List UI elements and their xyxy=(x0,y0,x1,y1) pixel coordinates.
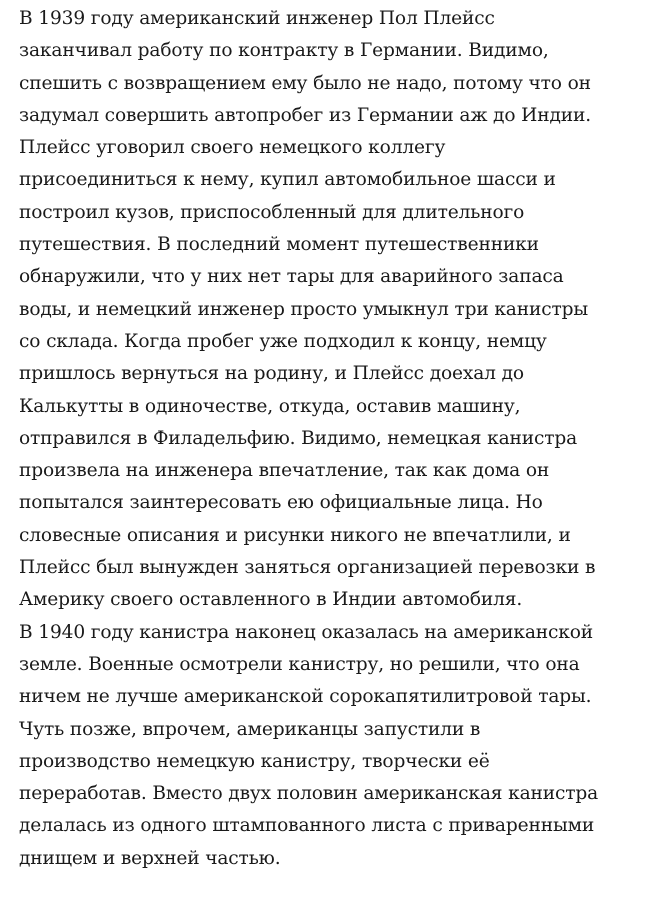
text-line: попытался заинтересовать ею официальные лица. Но xyxy=(19,492,543,514)
text-line: воды, и немецкий инженер просто умыкнул три канистры xyxy=(19,298,589,320)
text-line: обнаружили, что у них нет тары для аварийного запаса xyxy=(19,266,564,288)
text-line: В 1940 году канистра наконец оказалась на американской xyxy=(19,621,594,643)
text-line: со склада. Когда пробег уже подходил к концу, немцу xyxy=(19,330,547,352)
text-line: словесные описания и рисунки никого не впечатлили, и xyxy=(19,524,571,546)
text-line: построил кузов, приспособленный для длительного xyxy=(19,201,525,223)
text-line: присоединиться к нему, купил автомобильное шасси и xyxy=(19,169,556,191)
text-line: Америку своего оставленного в Индии автомобиля. xyxy=(19,589,523,611)
text-line: путешествия. В последний момент путешественники xyxy=(19,234,539,256)
text-line: спешить с возвращением ему было не надо, потому что он xyxy=(19,72,591,94)
text-line: земле. Военные осмотрели канистру, но решили, что она xyxy=(19,653,580,675)
text-line: делалась из одного штампованного листа с приваренными xyxy=(19,815,595,837)
text-line: производство немецкую канистру, творчески её xyxy=(19,750,490,772)
text-line: Плейсс был вынужден заняться организацией перевозки в xyxy=(19,557,596,579)
text-line: В 1939 году американский инженер Пол Плейсс xyxy=(19,8,495,29)
text-line: пришлось вернуться на родину, и Плейсс доехал до xyxy=(19,363,524,385)
text-line: произвела на инженера впечатление, так как дома он xyxy=(19,460,550,482)
text-line: днищем и верхней частью. xyxy=(19,847,281,869)
text-line: ничем не лучше американской сорокапятилитровой тары. xyxy=(19,686,592,708)
text-line: Плейсс уговорил своего немецкого коллегу xyxy=(19,137,446,159)
text-line: Чуть позже, впрочем, американцы запустили в xyxy=(19,718,481,740)
text-line: переработав. Вместо двух половин американская канистра xyxy=(19,783,599,805)
text-line: задумал совершить автопробег из Германии аж до Индии. xyxy=(19,104,591,126)
text-line: заканчивал работу по контракту в Германии. Видимо, xyxy=(19,40,549,62)
text-line: Калькутты в одиночестве, откуда, оставив машину, xyxy=(19,395,521,417)
text-line: отправился в Филадельфию. Видимо, немецкая канистра xyxy=(19,427,578,449)
